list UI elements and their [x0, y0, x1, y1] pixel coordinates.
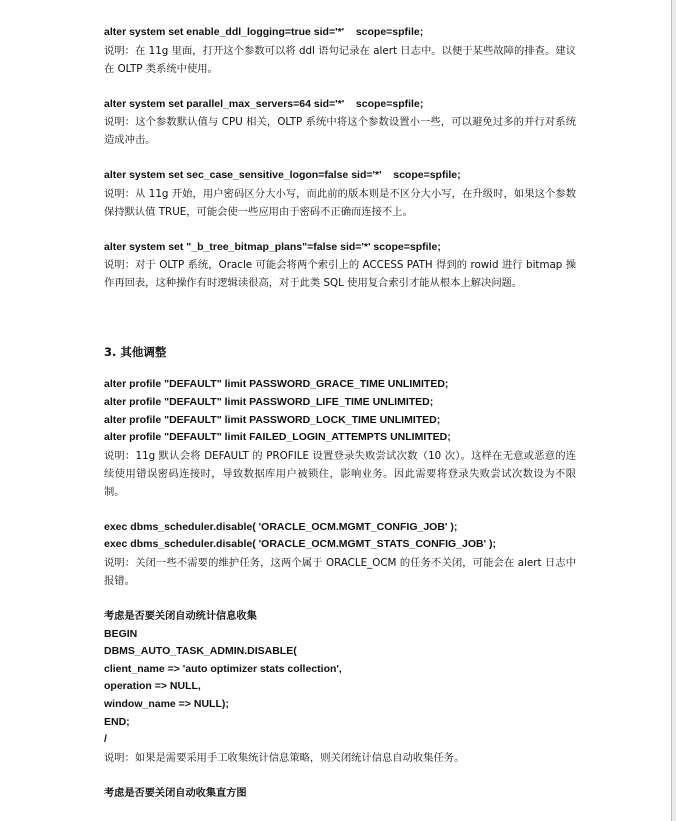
command-disable-mgmt-stats-config-job: exec dbms_scheduler.disable( 'ORACLE_OCM.MGMT_STATS_CONFIG_JOB' );	[104, 538, 497, 551]
section-heading-other-tuning: 3. 其他调整	[104, 345, 167, 360]
description-disable-ocm-jobs: 说明：关闭一些不需要的维护任务，这两个属于 ORACLE_OCM 的任务不关闭，可能会在 alert 日志中报错。	[104, 556, 576, 587]
description-parallel-max-servers: 说明：这个参数默认值与 CPU 相关，OLTP 系统中将这个参数设置小一些，可以避免过多的并行对系统造成冲击。	[104, 116, 576, 147]
heading-disable-auto-stats: 考虑是否要关闭自动统计信息收集	[104, 610, 257, 622]
command-b-tree-bitmap-plans: alter system set "_b_tree_bitmap_plans"=false sid='*' scope=spfile;	[104, 240, 441, 253]
code-line-client-name: client_name => 'auto optimizer stats collection',	[104, 662, 342, 675]
description-b-tree-bitmap-plans: 说明：对于 OLTP 系统，Oracle 可能会将两个索引上的 ACCESS PATH 得到的 rowid 进行 bitmap 操作再回表，这种操作有时逻辑读很高，对于此类 SQL 使用复合索引才能从根本上解决问题。	[104, 259, 576, 290]
command-profile-lock-time: alter profile "DEFAULT" limit PASSWORD_LOCK_TIME UNLIMITED;	[104, 413, 441, 426]
code-line-end: END;	[104, 715, 130, 728]
command-parallel-max-servers: alter system set parallel_max_servers=64 sid='*' scope=spfile;	[104, 97, 424, 110]
command-profile-life-time: alter profile "DEFAULT" limit PASSWORD_LIFE_TIME UNLIMITED;	[104, 395, 434, 408]
spacer	[104, 360, 576, 376]
spacer	[104, 78, 576, 96]
spacer	[104, 292, 576, 344]
command-enable-ddl-logging: alter system set enable_ddl_logging=true sid='*' scope=spfile;	[104, 26, 424, 38]
command-disable-mgmt-config-job: exec dbms_scheduler.disable( 'ORACLE_OCM.MGMT_CONFIG_JOB' );	[104, 520, 458, 533]
spacer	[104, 221, 576, 239]
code-line-window-name: window_name => NULL);	[104, 697, 229, 710]
command-profile-grace-time: alter profile "DEFAULT" limit PASSWORD_GRACE_TIME UNLIMITED;	[104, 378, 449, 391]
spacer	[104, 590, 576, 608]
command-profile-failed-attempts: alter profile "DEFAULT" limit FAILED_LOGIN_ATTEMPTS UNLIMITED;	[104, 431, 451, 444]
spacer	[104, 767, 576, 785]
description-profile-limits: 说明：11g 默认会将 DEFAULT 的 PROFILE 设置登录失败尝试次数（10 次）。这样在无意或恶意的连续使用错误密码连接时，导致数据库用户被锁住，影响业务。因此需要将登录失败尝试次数设为不限制。	[104, 449, 576, 498]
spacer	[104, 501, 576, 519]
heading-disable-auto-histogram: 考虑是否要关闭自动收集直方图	[104, 787, 247, 799]
code-line-begin: BEGIN	[104, 627, 138, 640]
description-disable-auto-stats: 说明：如果是需要采用手工收集统计信息策略，则关闭统计信息自动收集任务。	[104, 751, 465, 764]
code-line-slash: /	[104, 733, 107, 746]
description-enable-ddl-logging: 说明：在 11g 里面，打开这个参数可以将 ddl 语句记录在 alert 日志中。以便于某些故障的排查。建议在 OLTP 类系统中使用。	[104, 44, 576, 75]
spacer	[104, 149, 576, 167]
page-content	[104, 24, 576, 802]
description-sec-case-sensitive-logon: 说明：从 11g 开始，用户密码区分大小写，而此前的版本则是不区分大小写，在升级时，如果这个参数保持默认值 TRUE，可能会使一些应用由于密码不正确而连接不上。	[104, 187, 576, 218]
code-line-operation: operation => NULL,	[104, 680, 201, 693]
code-line-disable-call: DBMS_AUTO_TASK_ADMIN.DISABLE(	[104, 645, 297, 658]
command-sec-case-sensitive-logon: alter system set sec_case_sensitive_logon=false sid='*' scope=spfile;	[104, 169, 461, 182]
